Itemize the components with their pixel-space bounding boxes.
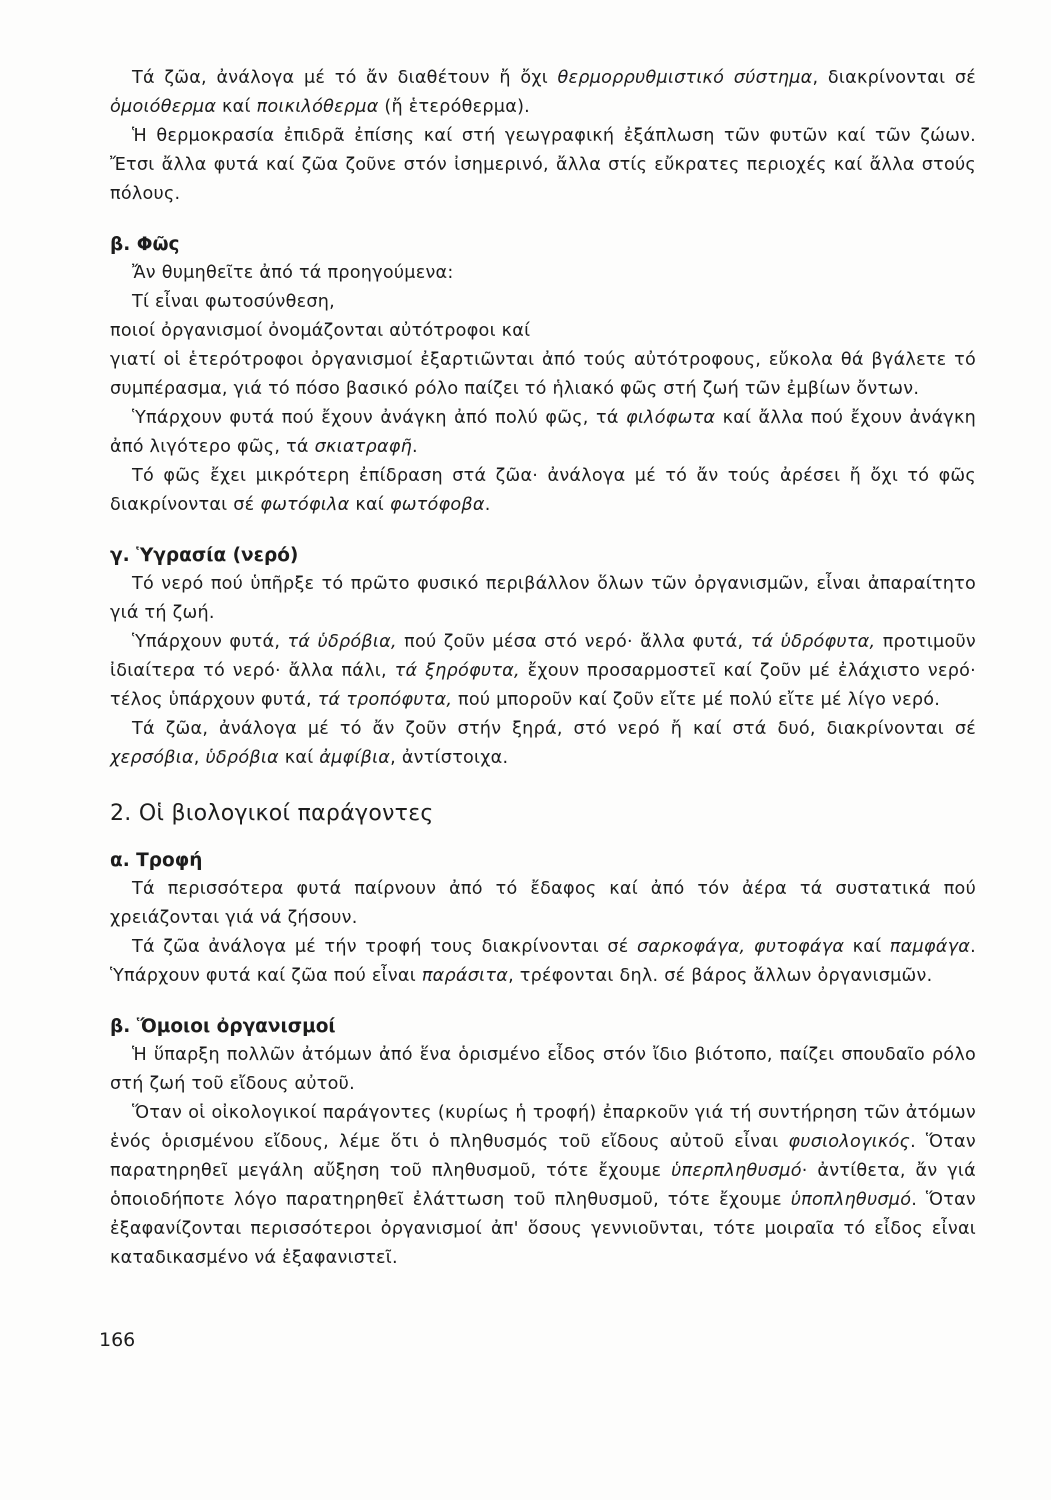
section-heading-biological: 2. Οἱ βιολογικοί παράγοντες bbox=[110, 801, 434, 826]
text-run: προτιμοῦν ἰδιαίτερα τό νερό· ἄλλα πάλι, bbox=[110, 632, 976, 681]
paragraph bbox=[110, 1099, 976, 1273]
text-run: , bbox=[193, 748, 206, 768]
paragraph bbox=[110, 122, 976, 209]
italic-term: φωτόφοβα bbox=[389, 495, 485, 515]
italic-term: ὁμοιόθερμα bbox=[110, 97, 217, 117]
text-run: Ὑπάρχουν φυτά πού ἔχουν ἀνάγκη ἀπό πολύ φῶς, τά bbox=[132, 408, 626, 428]
text-run: Τά ζῶα, ἀνάλογα μέ τό ἄν διαθέτουν ἤ ὄχι bbox=[132, 68, 558, 88]
text-run: Τά περισσότερα φυτά παίρνουν ἀπό τό ἔδαφος καί ἀπό τόν ἀέρα τά συστατικά πού χρειάζονται γιά νά ζήσουν. bbox=[110, 879, 976, 928]
text-run: . bbox=[484, 495, 491, 515]
text-run: καί bbox=[278, 748, 320, 768]
paragraph bbox=[110, 64, 976, 122]
text-run: καί bbox=[216, 97, 257, 117]
text-run: Ἡ θερμοκρασία ἐπιδρᾶ ἐπίσης καί στή γεωγραφική ἐξάπλωση τῶν φυτῶν καί τῶν ζώων. Ἔτσι ἄλλα φυτά καί ζῶα ζοῦνε στόν ἰσημερινό, ἄλλα στίς εὔκρατες περιοχές καί ἄλλα στούς πόλους. bbox=[110, 126, 976, 204]
text-run: . bbox=[412, 437, 418, 457]
text-run: Ὑπάρχουν φυτά, bbox=[132, 632, 288, 652]
italic-term: χερσόβια bbox=[110, 748, 194, 768]
text-run: Τά ζῶα, ἀνάλογα μέ τό ἄν ζοῦν στήν ξηρά, στό νερό ἤ καί στά δυό, διακρίνονται σέ bbox=[132, 719, 976, 739]
text-run: Τό φῶς ἔχει μικρότερη ἐπίδραση στά ζῶα· ἀνάλογα μέ τό ἄν τούς ἀρέσει ἤ ὄχι τό φῶς διακρίνονται σέ bbox=[110, 466, 976, 515]
text-run: (ἤ ἑτερόθερμα). bbox=[378, 97, 531, 117]
subsection-heading-similar-organisms: β. Ὅμοιοι ὀργανισμοί bbox=[110, 1016, 336, 1037]
italic-term: ὑπερπληθυσμό bbox=[671, 1161, 802, 1181]
italic-term: ὑποπληθυσμό bbox=[790, 1190, 912, 1210]
italic-term: τά ὑδρόφυτα, bbox=[750, 632, 876, 652]
italic-term: φιλόφωτα bbox=[625, 408, 716, 428]
paragraph bbox=[110, 1041, 976, 1099]
text-run: ἔχουν προσαρμοστεῖ καί ζοῦν μέ ἐλάχιστο νερό· τέλος ὑπάρχουν φυτά, bbox=[110, 661, 977, 710]
italic-term: ὑδρόβια bbox=[205, 748, 279, 768]
subsection-heading-light: β. Φῶς bbox=[110, 234, 180, 255]
text-run: Ἡ ὕπαρξη πολλῶν ἀτόμων ἀπό ἕνα ὁρισμένο εἶδος στόν ἴδιο βιότοπο, παίζει σπουδαῖο ρόλο στή ζωή τοῦ εἴδους αὐτοῦ. bbox=[110, 1045, 976, 1094]
text-line: ποιοί ὀργανισμοί ὀνομάζονται αὐτότροφοι καί bbox=[110, 321, 531, 341]
text-run: Τό νερό πού ὑπῆρξε τό πρῶτο φυσικό περιβάλλον ὅλων τῶν ὀργανισμῶν, εἶναι ἀπαραίτητο γιά τή ζωή. bbox=[110, 574, 976, 623]
text-run: , διακρίνονται σέ bbox=[812, 68, 976, 88]
subsection-heading-food: α. Τροφή bbox=[110, 850, 203, 871]
italic-term: σκιατραφῆ bbox=[314, 437, 413, 457]
text-column bbox=[110, 64, 976, 1273]
italic-term: τά τροπόφυτα, bbox=[317, 690, 453, 710]
text-run: , τρέφονται δηλ. σέ βάρος ἄλλων ὀργανισμῶν. bbox=[508, 966, 933, 986]
italic-term: τά ὑδρόβια, bbox=[287, 632, 397, 652]
text-line: Ἄν θυμηθεῖτε ἀπό τά προηγούμενα: bbox=[132, 263, 454, 283]
text-run: πού μποροῦν καί ζοῦν εἴτε μέ πολύ εἴτε μέ λίγο νερό. bbox=[452, 690, 941, 710]
italic-term: θερμορρυθμιστικό σύστημα bbox=[557, 68, 813, 88]
text-run: · ἀντίθετα, ἄν γιά ὁποιοδήποτε λόγο παρατηρηθεῖ ἐλάττωση τοῦ πληθυσμοῦ, τότε ἔχουμε bbox=[110, 1161, 976, 1210]
paragraph bbox=[110, 715, 976, 773]
text-run: πού ζοῦν μέσα στό νερό· ἄλλα φυτά, bbox=[396, 632, 751, 652]
italic-term: παμφάγα bbox=[889, 937, 971, 957]
text-run: . Ὑπάρχουν φυτά καί ζῶα πού εἶναι bbox=[110, 937, 976, 986]
italic-term: φωτόφιλα bbox=[260, 495, 350, 515]
text-run: Τά ζῶα ἀνάλογα μέ τήν τροφή τους διακρίνονται σέ bbox=[132, 937, 638, 957]
paragraph bbox=[110, 875, 976, 933]
italic-term: σαρκοφάγα, φυτοφάγα bbox=[637, 937, 845, 957]
paragraph bbox=[110, 462, 976, 520]
italic-term: τά ξηρόφυτα, bbox=[394, 661, 520, 681]
text-run: Ὅταν οἱ οἰκολογικοί παράγοντες (κυρίως ἡ τροφή) ἐπαρκοῦν γιά τή συντήρηση τῶν ἀτόμων ἑνός ὁρισμένου εἴδους, λέμε ὅτι ὁ πληθυσμός τοῦ εἴδους αὐτοῦ εἶναι bbox=[110, 1103, 976, 1152]
paragraph bbox=[110, 570, 976, 628]
text-line: Τί εἶναι φωτοσύνθεση, bbox=[132, 292, 335, 312]
text-run: , ἀντίστοιχα. bbox=[390, 748, 509, 768]
text-run: καί bbox=[349, 495, 390, 515]
paragraph bbox=[110, 346, 976, 404]
text-run: καί ἄλλα πού ἔχουν ἀνάγκη ἀπό λιγότερο φῶς, τά bbox=[110, 408, 976, 457]
text-run: καί bbox=[844, 937, 890, 957]
text-run: . Ὅταν ἐξαφανίζονται περισσότεροι ὀργανισμοί ἀπ' ὅσους γεννιοῦνται, τότε μοιραῖα τό εἶδος εἶναι καταδικασμένο νά ἐξαφανιστεῖ. bbox=[110, 1190, 976, 1268]
paragraph bbox=[110, 404, 976, 462]
paragraph bbox=[110, 933, 976, 991]
paragraph bbox=[110, 628, 976, 715]
italic-term: φυσιολογικός bbox=[788, 1132, 911, 1152]
italic-term: ποικιλόθερμα bbox=[256, 97, 379, 117]
subsection-heading-humidity: γ. Ὑγρασία (νερό) bbox=[110, 545, 299, 566]
page-number: 166 bbox=[99, 1329, 136, 1351]
italic-term: ἀμφίβια bbox=[319, 748, 391, 768]
text-run: . Ὅταν παρατηρηθεῖ μεγάλη αὔξηση τοῦ πληθυσμοῦ, τότε ἔχουμε bbox=[110, 1132, 976, 1181]
text-run: γιατί οἱ ἑτερότροφοι ὀργανισμοί ἐξαρτιῶνται ἀπό τούς αὐτότροφους, εὔκολα θά βγάλετε τό συμπέρασμα, γιά τό πόσο βασικό ρόλο παίζει τό ἡλιακό φῶς στή ζωή τῶν ἐμβίων ὄντων. bbox=[110, 350, 976, 399]
italic-term: παράσιτα bbox=[421, 966, 509, 986]
